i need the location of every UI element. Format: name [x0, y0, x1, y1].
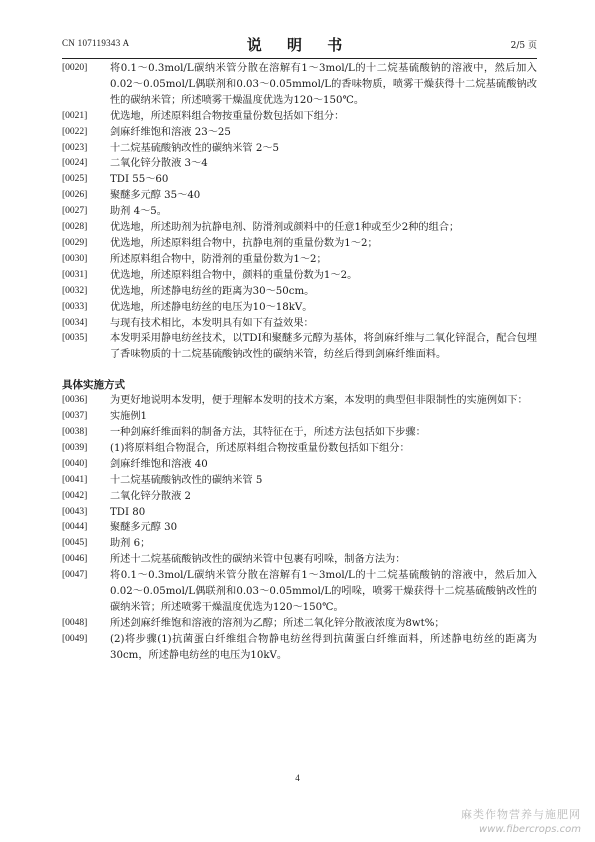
paragraph-text: 十二烷基硫酸钠改性的碳纳米管 5	[110, 474, 263, 486]
paragraph	[62, 141, 537, 157]
paragraph	[62, 172, 537, 188]
paragraph-text: 所述剑麻纤维饱和溶液的溶剂为乙醇；所述二氧化锌分散液浓度为8wt%；	[110, 617, 445, 629]
paragraph-number: [0037]	[62, 411, 88, 422]
paragraph-number: [0027]	[62, 206, 88, 217]
paragraph	[62, 109, 537, 125]
paragraph-text: (1)将原料组合物混合，所述原料组合物按重量份数包括如下组分：	[110, 442, 410, 454]
section-heading: 具体实施方式	[62, 379, 125, 392]
paragraph-number: [0031]	[62, 269, 88, 280]
paragraph-number: [0020]	[62, 63, 88, 73]
paragraph-number: [0034]	[62, 317, 88, 328]
paragraph-number: [0024]	[62, 158, 88, 169]
paragraph-number: [0026]	[62, 190, 88, 201]
paragraph-text: 所述原料组合物中，防滑剂的重量份数为1～2；	[110, 253, 327, 265]
paragraph-text: 二氧化锌分散液 3～4	[110, 158, 208, 170]
paragraph-number: [0028]	[62, 222, 88, 233]
paragraph	[62, 61, 537, 109]
paragraph	[62, 236, 537, 252]
paragraph-text: 本发明采用静电纺丝技术，以TDI和聚醚多元醇为基体，将剑麻纤维与二氧化锌混合，配合包埋了香味物质的十二烷基硫酸钠改性的碳纳米管，纺丝后得到剑麻纤维面料。	[110, 333, 537, 361]
paragraph-text: 优选地，所述原料组合物中，颜料的重量份数为1～2。	[110, 269, 358, 281]
paragraph-number: [0045]	[62, 538, 88, 549]
paragraph-text: 与现有技术相比，本发明具有如下有益效果：	[110, 317, 314, 329]
document-title: 说 明 书	[246, 36, 353, 54]
paragraph	[62, 473, 537, 489]
paragraph-number: [0035]	[62, 333, 88, 344]
paragraph-number: [0039]	[62, 442, 88, 453]
paragraph	[62, 425, 537, 441]
paragraph-number: [0036]	[62, 395, 88, 406]
paragraph	[62, 204, 537, 220]
paragraph	[62, 300, 537, 316]
paragraph	[62, 331, 537, 363]
document-body	[62, 61, 537, 664]
paragraph	[62, 220, 537, 236]
paragraph	[62, 616, 537, 632]
paragraph	[62, 284, 537, 300]
paragraph-number: [0046]	[62, 554, 88, 565]
paragraph	[62, 441, 537, 457]
paragraph-text: TDI 80	[110, 506, 146, 518]
page-header	[62, 34, 537, 56]
watermark-url: www.fibercrops.com	[479, 824, 581, 835]
paragraph-text: 助剂 6；	[110, 538, 151, 550]
paragraph-number: [0047]	[62, 570, 88, 581]
claims-detail-block	[62, 61, 537, 363]
paragraph	[62, 393, 537, 409]
paragraph-number: [0033]	[62, 301, 88, 312]
paragraph-text: 剑麻纤维饱和溶液 40	[110, 458, 208, 470]
paragraph-number: [0040]	[62, 458, 88, 469]
paragraph-number: [0041]	[62, 474, 88, 485]
publication-number: CN 107119343 A	[62, 38, 130, 48]
paragraph-text: 聚醚多元醇 35～40	[110, 190, 201, 202]
paragraph-text: 一种剑麻纤维面料的制备方法，其特征在于，所述方法包括如下步骤：	[110, 427, 426, 439]
paragraph	[62, 552, 537, 568]
watermark-site-name: 麻类作物营养与施肥网	[461, 808, 581, 821]
page-reference: 2/5 页	[510, 41, 537, 51]
paragraph	[62, 457, 537, 473]
paragraph-text: 所述十二烷基硫酸钠改性的碳纳米管中包裹有吲哚，制备方法为：	[110, 554, 406, 566]
site-watermark	[461, 806, 581, 835]
paragraph-text: 实施例1	[110, 411, 148, 423]
paragraph-number: [0030]	[62, 253, 88, 264]
paragraph	[62, 268, 537, 284]
paragraph-text: 助剂 4～5。	[110, 206, 167, 218]
paragraph	[62, 156, 537, 172]
paragraph-number: [0042]	[62, 490, 88, 501]
paragraph-text: 优选地，所述原料组合物按重量份数包括如下组分：	[110, 110, 345, 122]
paragraph-text: TDI 55～60	[110, 174, 169, 186]
paragraph	[62, 489, 537, 505]
paragraph-text: 优选地，所述静电纺丝的距离为30～50cm。	[110, 285, 315, 297]
paragraph-text: (2)将步骤(1)抗菌蛋白纤维组合物静电纺丝得到抗菌蛋白纤维面料，所述静电纺丝的距离为30cm，所述静电纺丝的电压为10kV。	[110, 633, 537, 661]
paragraph-text: 十二烷基硫酸钠改性的碳纳米管 2～5	[110, 142, 280, 154]
paragraph-number: [0029]	[62, 237, 88, 248]
paragraph	[62, 568, 537, 616]
paragraph-text: 二氧化锌分散液 2	[110, 490, 192, 502]
paragraph-number: [0021]	[62, 110, 88, 121]
paragraph	[62, 536, 537, 552]
paragraph	[62, 505, 537, 521]
paragraph-number: [0032]	[62, 285, 88, 296]
paragraph	[62, 316, 537, 332]
page-number: 4	[295, 773, 300, 783]
paragraph	[62, 125, 537, 141]
paragraph-text: 将0.1～0.3mol/L碳纳米管分散在溶解有1～3mol/L的十二烷基硫酸钠的溶液中，然后加入0.02～0.05mol/L偶联剂和0.03～0.05mmol/L的香味物质，喷雾干燥获得十二烷基硫酸钠改性的碳纳米管；所述喷雾干燥温度优选为120～150℃。	[110, 63, 537, 106]
paragraph-number: [0049]	[62, 633, 88, 644]
paragraph-text: 优选地，所述静电纺丝的电压为10～18kV。	[110, 301, 313, 313]
paragraph	[62, 188, 537, 204]
paragraph-number: [0025]	[62, 174, 88, 185]
paragraph-number: [0022]	[62, 126, 88, 137]
embodiment-block	[62, 393, 537, 663]
paragraph-text: 将0.1～0.3mol/L碳纳米管分散在溶解有1～3mol/L的十二烷基硫酸钠的溶液中，然后加入0.02～0.05mol/L偶联剂和0.03～0.05mmol/L的吲哚，喷雾干燥获得十二烷基硫酸钠改性的碳纳米管；所述喷雾干燥温度优选为120～150℃。	[110, 570, 537, 613]
paragraph-text: 剑麻纤维饱和溶液 23～25	[110, 126, 231, 138]
paragraph-text: 聚醚多元醇 30	[110, 522, 178, 534]
paragraph	[62, 520, 537, 536]
paragraph-text: 优选地，所述原料组合物中，抗静电剂的重量份数为1～2；	[110, 237, 378, 249]
paragraph-number: [0023]	[62, 142, 88, 153]
paragraph	[62, 632, 537, 664]
paragraph	[62, 252, 537, 268]
paragraph	[62, 409, 537, 425]
paragraph-text: 为更好地说明本发明，便于理解本发明的技术方案，本发明的典型但非限制性的实施例如下：	[110, 395, 528, 407]
paragraph-text: 优选地，所述助剂为抗静电剂、防滑剂或颜料中的任意1种或至少2种的组合；	[110, 222, 460, 234]
paragraph-number: [0048]	[62, 617, 88, 628]
paragraph-number: [0038]	[62, 427, 88, 438]
paragraph-number: [0043]	[62, 506, 88, 517]
header-divider	[62, 58, 537, 59]
paragraph-number: [0044]	[62, 522, 88, 533]
